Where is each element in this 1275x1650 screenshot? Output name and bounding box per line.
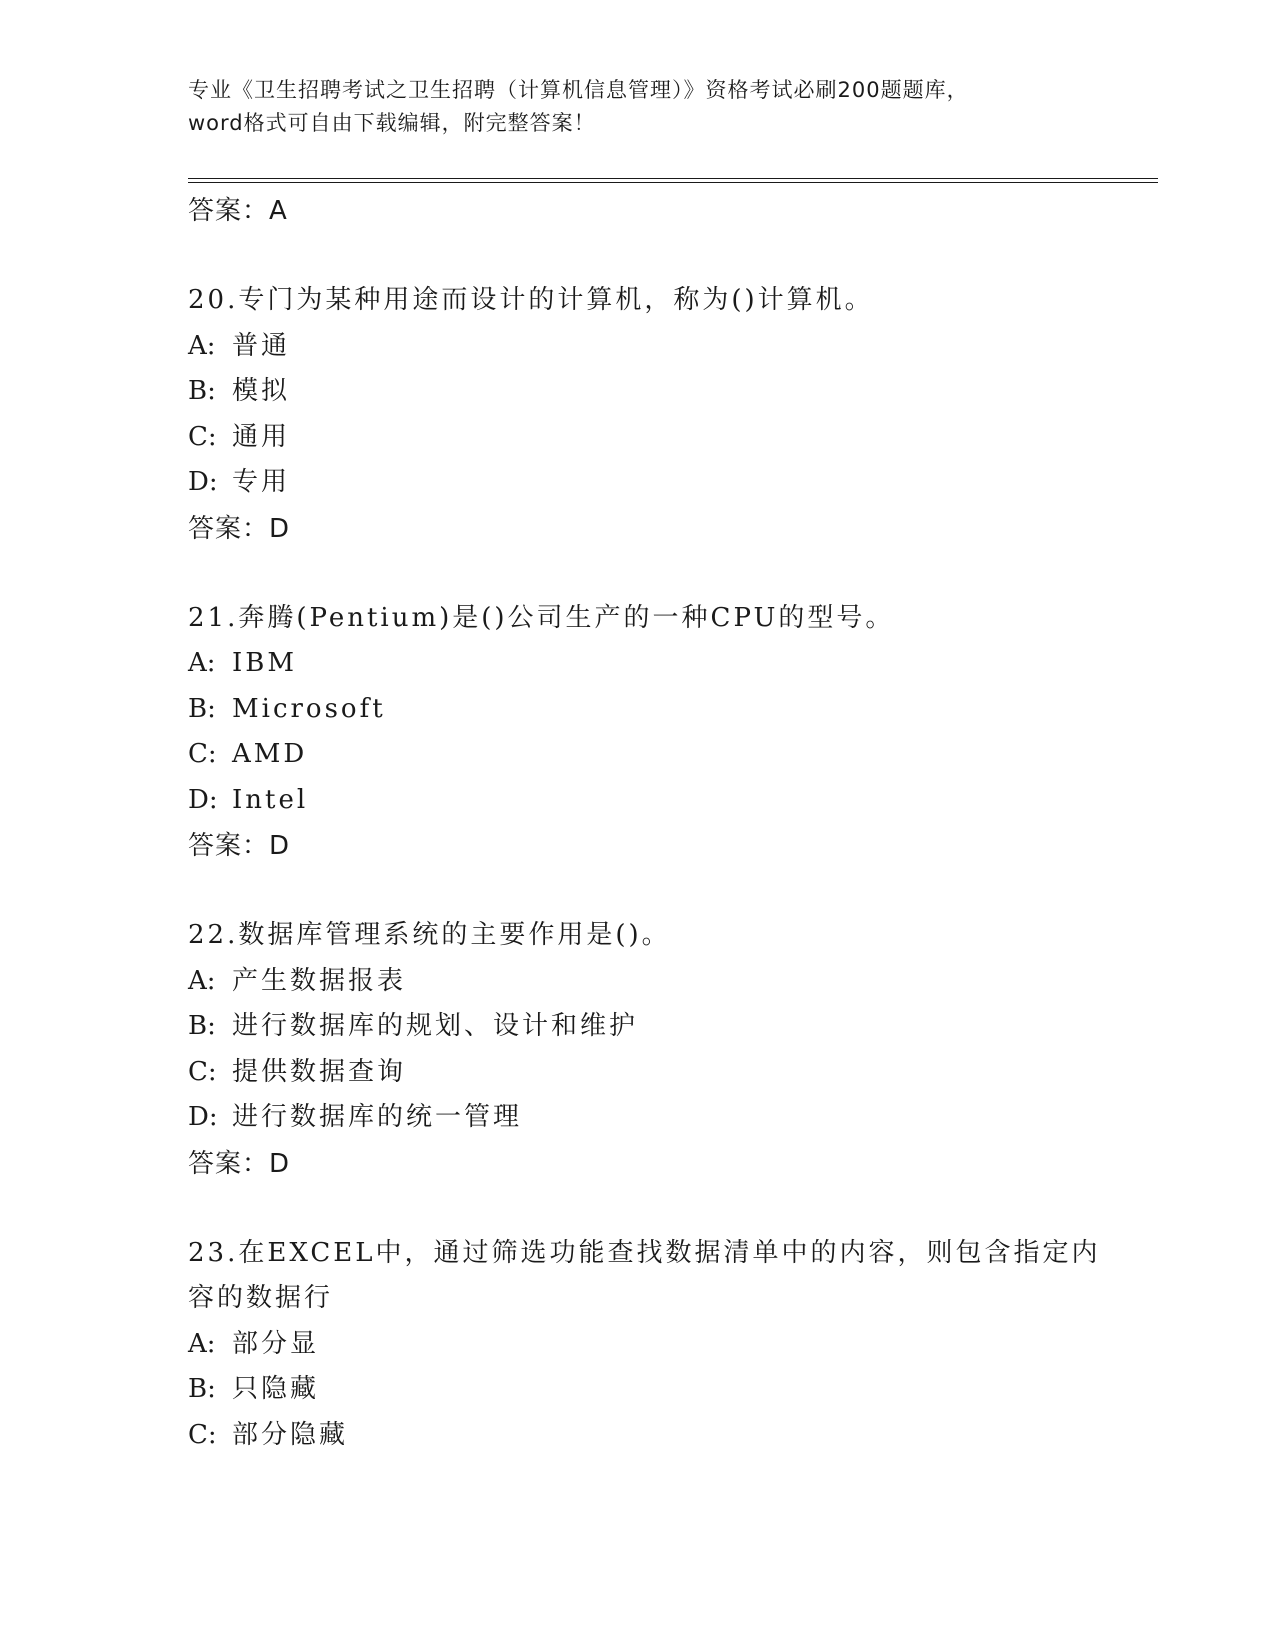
question-stem-continued: 容的数据行: [188, 1283, 334, 1313]
question-stem: 20.专门为某种用途而设计的计算机，称为()计算机。: [188, 285, 874, 315]
question-item: [188, 278, 1088, 552]
option-item: [188, 324, 1088, 370]
spacer: [188, 869, 1088, 913]
spacer: [188, 552, 1088, 596]
answer-line: 答案：D: [188, 513, 291, 544]
question-stem: 21.奔腾(Pentium)是()公司生产的一种CPU的型号。: [188, 602, 895, 633]
option-item: [188, 687, 1088, 733]
option-letter: C:: [188, 1056, 217, 1087]
option-item: [188, 1095, 1088, 1141]
option-letter: C:: [188, 739, 217, 769]
option-text: 提供数据查询: [232, 1056, 407, 1087]
option-item: [188, 1413, 1088, 1459]
option-item: [188, 778, 1088, 824]
answer-line: 答案：D: [188, 1148, 291, 1179]
option-letter: A:: [188, 965, 216, 996]
option-text: 部分显: [232, 1328, 320, 1359]
option-text: 只隐藏: [232, 1374, 320, 1404]
option-letter: B:: [188, 693, 216, 724]
option-item: [188, 1322, 1088, 1368]
option-letter: D:: [188, 784, 218, 815]
option-text: 普通: [232, 330, 291, 361]
option-text: 专用: [232, 467, 291, 497]
answer-line: 答案：D: [188, 831, 291, 861]
option-item: [188, 959, 1088, 1005]
question-list: [188, 188, 1101, 1458]
option-text: 产生数据报表: [232, 965, 407, 996]
option-item: [188, 641, 1088, 687]
option-letter: C:: [188, 421, 217, 452]
option-text: 模拟: [232, 376, 291, 406]
option-item: [188, 460, 1088, 506]
option-item: [188, 732, 1088, 778]
option-letter: C:: [188, 1419, 217, 1450]
question-item: [188, 1231, 1101, 1459]
question-item: [188, 596, 1088, 870]
option-letter: A:: [188, 1328, 216, 1359]
option-text: AMD: [232, 739, 308, 769]
spacer: [188, 1187, 1088, 1231]
header-double-rule: [188, 178, 1158, 183]
option-text: Microsoft: [232, 693, 386, 724]
option-item: [188, 1367, 1088, 1413]
option-text: 通用: [232, 421, 291, 452]
header-line-1: 专业《卫生招聘考试之卫生招聘（计算机信息管理）》资格考试必刷200题题库，: [188, 78, 969, 102]
option-text: Intel: [232, 784, 309, 815]
document-header: [188, 74, 1088, 140]
option-letter: A:: [188, 648, 216, 678]
option-letter: B:: [188, 376, 216, 406]
option-item: [188, 1050, 1088, 1096]
option-letter: A:: [188, 330, 216, 361]
question-item: [188, 913, 1088, 1187]
question-stem: 22.数据库管理系统的主要作用是()。: [188, 920, 671, 950]
option-text: IBM: [232, 648, 297, 678]
question-stem: 23.在EXCEL中，通过筛选功能查找数据清单中的内容，则包含指定内: [188, 1237, 1101, 1268]
header-line-2: word格式可自由下载编辑，附完整答案！: [188, 111, 596, 135]
answer-line: 答案：A: [188, 196, 288, 226]
option-letter: D:: [188, 1102, 218, 1132]
option-letter: D:: [188, 467, 218, 497]
spacer: [188, 234, 1088, 278]
option-item: [188, 415, 1088, 461]
option-letter: B:: [188, 1374, 216, 1404]
option-item: [188, 369, 1088, 415]
option-text: 部分隐藏: [232, 1419, 349, 1450]
option-letter: B:: [188, 1011, 216, 1041]
option-text: 进行数据库的统一管理: [232, 1102, 523, 1132]
option-text: 进行数据库的规划、设计和维护: [232, 1011, 639, 1041]
option-item: [188, 1004, 1088, 1050]
